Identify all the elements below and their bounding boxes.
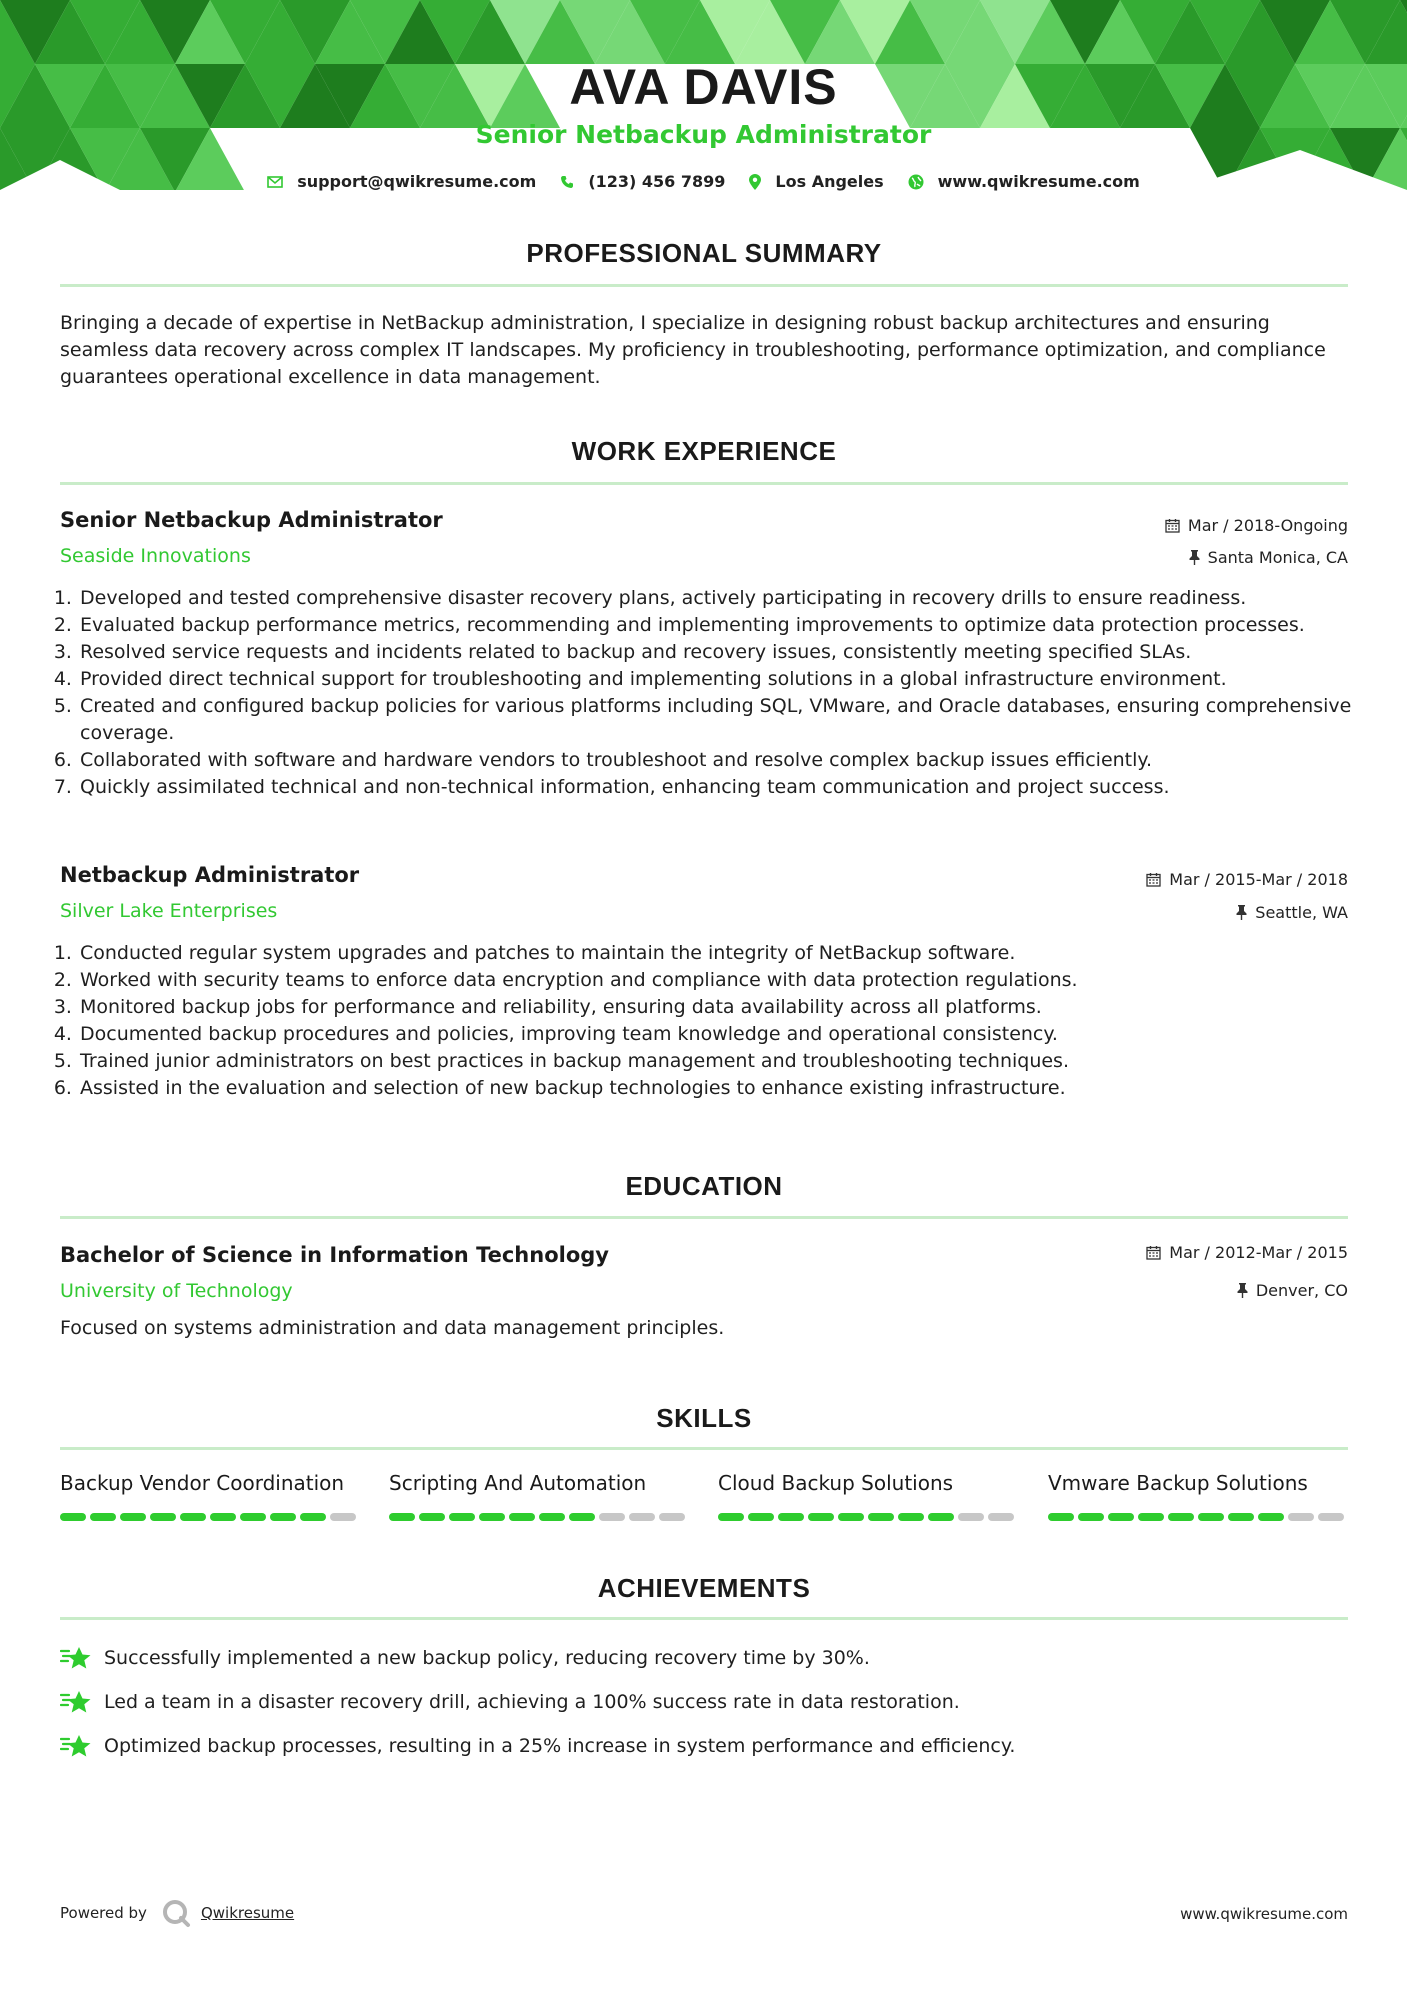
phone-text: (123) 456 7899 bbox=[588, 172, 726, 191]
list-item: 3. Resolved service requests and incidents related to backup and recovery issues, consistently meeting specified SLAs. bbox=[78, 639, 1368, 666]
contact-email[interactable] bbox=[267, 172, 536, 191]
education-dates-text: Mar / 2012-Mar / 2015 bbox=[1169, 1243, 1348, 1262]
achievement-text: Successfully implemented a new backup policy, reducing recovery time by 30%. bbox=[104, 1647, 870, 1669]
job-dates bbox=[1146, 870, 1348, 889]
powered-by-text: Powered by bbox=[60, 1904, 147, 1922]
list-item: 4. Provided direct technical support for troubleshooting and implementing solutions in a global infrastructure environment. bbox=[78, 666, 1368, 693]
skill-segment bbox=[958, 1513, 984, 1521]
skill-segment bbox=[659, 1513, 685, 1521]
section-divider bbox=[60, 284, 1348, 287]
list-item: 2. Worked with security teams to enforce data encryption and compliance with data protection regulations. bbox=[78, 967, 1368, 994]
skill-segment bbox=[1258, 1513, 1284, 1521]
skill-item bbox=[718, 1471, 1018, 1521]
star-icon bbox=[60, 1689, 92, 1715]
achievement-text: Led a team in a disaster recovery drill, achieving a 100% success rate in data restoration. bbox=[104, 1691, 960, 1713]
skill-segment bbox=[330, 1513, 356, 1521]
skill-segment bbox=[539, 1513, 565, 1521]
skill-segment bbox=[240, 1513, 266, 1521]
achievement-item bbox=[60, 1645, 870, 1671]
skill-segment bbox=[1168, 1513, 1194, 1521]
skill-level-bar bbox=[718, 1513, 1018, 1521]
job-location bbox=[1189, 548, 1348, 567]
skill-item bbox=[389, 1471, 689, 1521]
skill-segment bbox=[599, 1513, 625, 1521]
section-divider bbox=[60, 1216, 1348, 1219]
skill-segment bbox=[1198, 1513, 1224, 1521]
skill-name: Scripting And Automation bbox=[389, 1471, 647, 1495]
skill-segment bbox=[778, 1513, 804, 1521]
list-item: 3. Monitored backup jobs for performance and reliability, ensuring data availability across all platforms. bbox=[78, 994, 1368, 1021]
globe-icon bbox=[908, 174, 924, 190]
job-location-text: Seattle, WA bbox=[1255, 903, 1348, 922]
job-dates-text: Mar / 2018-Ongoing bbox=[1187, 516, 1348, 535]
map-pin-icon bbox=[749, 174, 761, 190]
qwikresume-logo-icon bbox=[161, 1898, 191, 1928]
skill-segment bbox=[389, 1513, 415, 1521]
company-name: Silver Lake Enterprises bbox=[60, 900, 278, 922]
skill-segment bbox=[419, 1513, 445, 1521]
calendar-icon bbox=[1146, 872, 1161, 887]
job-location bbox=[1236, 903, 1348, 922]
contact-location bbox=[749, 172, 883, 191]
skill-segment bbox=[1318, 1513, 1344, 1521]
skill-segment bbox=[868, 1513, 894, 1521]
skill-segment bbox=[1288, 1513, 1314, 1521]
job-dates bbox=[1165, 516, 1348, 535]
skills-heading: SKILLS bbox=[656, 1403, 752, 1433]
star-icon bbox=[60, 1645, 92, 1671]
section-divider bbox=[60, 1617, 1348, 1620]
education-location bbox=[1237, 1281, 1348, 1300]
skill-segment bbox=[898, 1513, 924, 1521]
skill-level-bar bbox=[60, 1513, 360, 1521]
skill-segment bbox=[1078, 1513, 1104, 1521]
list-item: 7. Quickly assimilated technical and non-technical information, enhancing team communication and project success. bbox=[78, 774, 1368, 801]
summary-heading: PROFESSIONAL SUMMARY bbox=[526, 238, 882, 268]
skill-segment bbox=[629, 1513, 655, 1521]
skill-segment bbox=[150, 1513, 176, 1521]
school-name: University of Technology bbox=[60, 1280, 293, 1302]
education-heading: EDUCATION bbox=[625, 1171, 783, 1201]
achievement-item bbox=[60, 1733, 1015, 1759]
contact-website[interactable] bbox=[908, 172, 1140, 191]
skill-name: Cloud Backup Solutions bbox=[718, 1471, 954, 1495]
job-title: Netbackup Administrator bbox=[60, 863, 360, 887]
skill-segment bbox=[1138, 1513, 1164, 1521]
list-item: 1. Conducted regular system upgrades and patches to maintain the integrity of NetBackup software. bbox=[78, 940, 1368, 967]
skill-segment bbox=[90, 1513, 116, 1521]
education-description: Focused on systems administration and data management principles. bbox=[60, 1317, 725, 1339]
company-name: Seaside Innovations bbox=[60, 545, 251, 567]
job-location-text: Santa Monica, CA bbox=[1207, 548, 1348, 567]
skill-item bbox=[60, 1471, 360, 1521]
calendar-icon bbox=[1146, 1245, 1161, 1260]
summary-text: Bringing a decade of expertise in NetBackup administration, I specialize in designing robust backup architectures and ensuring seamless data recovery across complex IT landscapes. My proficiency in troubleshooting, performance optimization, and compliance guarantees operational excellence in data management. bbox=[60, 312, 1326, 388]
list-item: 5. Created and configured backup policies for various platforms including SQL, VMware, and Oracle databases, ensuring comprehensive coverage. bbox=[78, 693, 1368, 747]
skill-name: Vmware Backup Solutions bbox=[1048, 1471, 1308, 1495]
job-title: Senior Netbackup Administrator bbox=[60, 508, 443, 532]
skill-segment bbox=[210, 1513, 236, 1521]
skill-item bbox=[1048, 1471, 1348, 1521]
phone-icon bbox=[560, 175, 574, 189]
skill-segment bbox=[479, 1513, 505, 1521]
star-icon bbox=[60, 1733, 92, 1759]
calendar-icon bbox=[1165, 518, 1180, 533]
skill-segment bbox=[1228, 1513, 1254, 1521]
pushpin-icon bbox=[1189, 550, 1200, 565]
achievements-heading: ACHIEVEMENTS bbox=[597, 1573, 811, 1603]
job-dates-text: Mar / 2015-Mar / 2018 bbox=[1169, 870, 1348, 889]
pushpin-icon bbox=[1237, 1283, 1248, 1298]
email-text: support@qwikresume.com bbox=[297, 172, 537, 191]
section-divider bbox=[60, 482, 1348, 485]
list-item: 6. Collaborated with software and hardware vendors to troubleshoot and resolve complex backup issues efficiently. bbox=[78, 747, 1368, 774]
skill-name: Backup Vendor Coordination bbox=[60, 1471, 345, 1495]
footer-website[interactable]: www.qwikresume.com bbox=[1180, 1905, 1348, 1923]
job-bullet-list bbox=[60, 940, 1368, 1102]
degree-title: Bachelor of Science in Information Technology bbox=[60, 1243, 609, 1267]
skill-segment bbox=[718, 1513, 744, 1521]
skill-segment bbox=[270, 1513, 296, 1521]
skill-segment bbox=[928, 1513, 954, 1521]
achievement-item bbox=[60, 1689, 960, 1715]
section-divider bbox=[60, 1447, 1348, 1450]
contact-bar bbox=[0, 172, 1407, 191]
experience-heading: WORK EXPERIENCE bbox=[571, 436, 837, 466]
skill-segment bbox=[60, 1513, 86, 1521]
contact-phone[interactable] bbox=[560, 172, 725, 191]
candidate-name: AVA DAVIS bbox=[569, 59, 838, 115]
skill-segment bbox=[748, 1513, 774, 1521]
location-text: Los Angeles bbox=[775, 172, 884, 191]
list-item: 6. Assisted in the evaluation and selection of new backup technologies to enhance existing infrastructure. bbox=[78, 1075, 1368, 1102]
skill-segment bbox=[569, 1513, 595, 1521]
skill-segment bbox=[300, 1513, 326, 1521]
education-dates bbox=[1146, 1243, 1348, 1262]
skill-segment bbox=[808, 1513, 834, 1521]
achievement-text: Optimized backup processes, resulting in a 25% increase in system performance and efficiency. bbox=[104, 1735, 1016, 1757]
pushpin-icon bbox=[1236, 905, 1247, 920]
skill-level-bar bbox=[389, 1513, 689, 1521]
skill-segment bbox=[988, 1513, 1014, 1521]
skill-segment bbox=[120, 1513, 146, 1521]
skill-segment bbox=[1108, 1513, 1134, 1521]
skill-level-bar bbox=[1048, 1513, 1348, 1521]
skill-segment bbox=[838, 1513, 864, 1521]
footer-powered-by bbox=[60, 1898, 294, 1928]
job-bullet-list bbox=[60, 585, 1368, 801]
skill-segment bbox=[180, 1513, 206, 1521]
education-location-text: Denver, CO bbox=[1255, 1281, 1348, 1300]
list-item: 2. Evaluated backup performance metrics, recommending and implementing improvements to optimize data protection processes. bbox=[78, 612, 1368, 639]
skill-segment bbox=[449, 1513, 475, 1521]
envelope-icon bbox=[267, 176, 283, 188]
list-item: 5. Trained junior administrators on best practices in backup management and troubleshooting techniques. bbox=[78, 1048, 1368, 1075]
list-item: 4. Documented backup procedures and policies, improving team knowledge and operational consistency. bbox=[78, 1021, 1368, 1048]
website-text: www.qwikresume.com bbox=[937, 172, 1140, 191]
skill-segment bbox=[509, 1513, 535, 1521]
skill-segment bbox=[1048, 1513, 1074, 1521]
candidate-title: Senior Netbackup Administrator bbox=[475, 120, 932, 149]
brand-link[interactable]: Qwikresume bbox=[200, 1904, 295, 1922]
list-item: 1. Developed and tested comprehensive disaster recovery plans, actively participating in recovery drills to ensure readiness. bbox=[78, 585, 1368, 612]
